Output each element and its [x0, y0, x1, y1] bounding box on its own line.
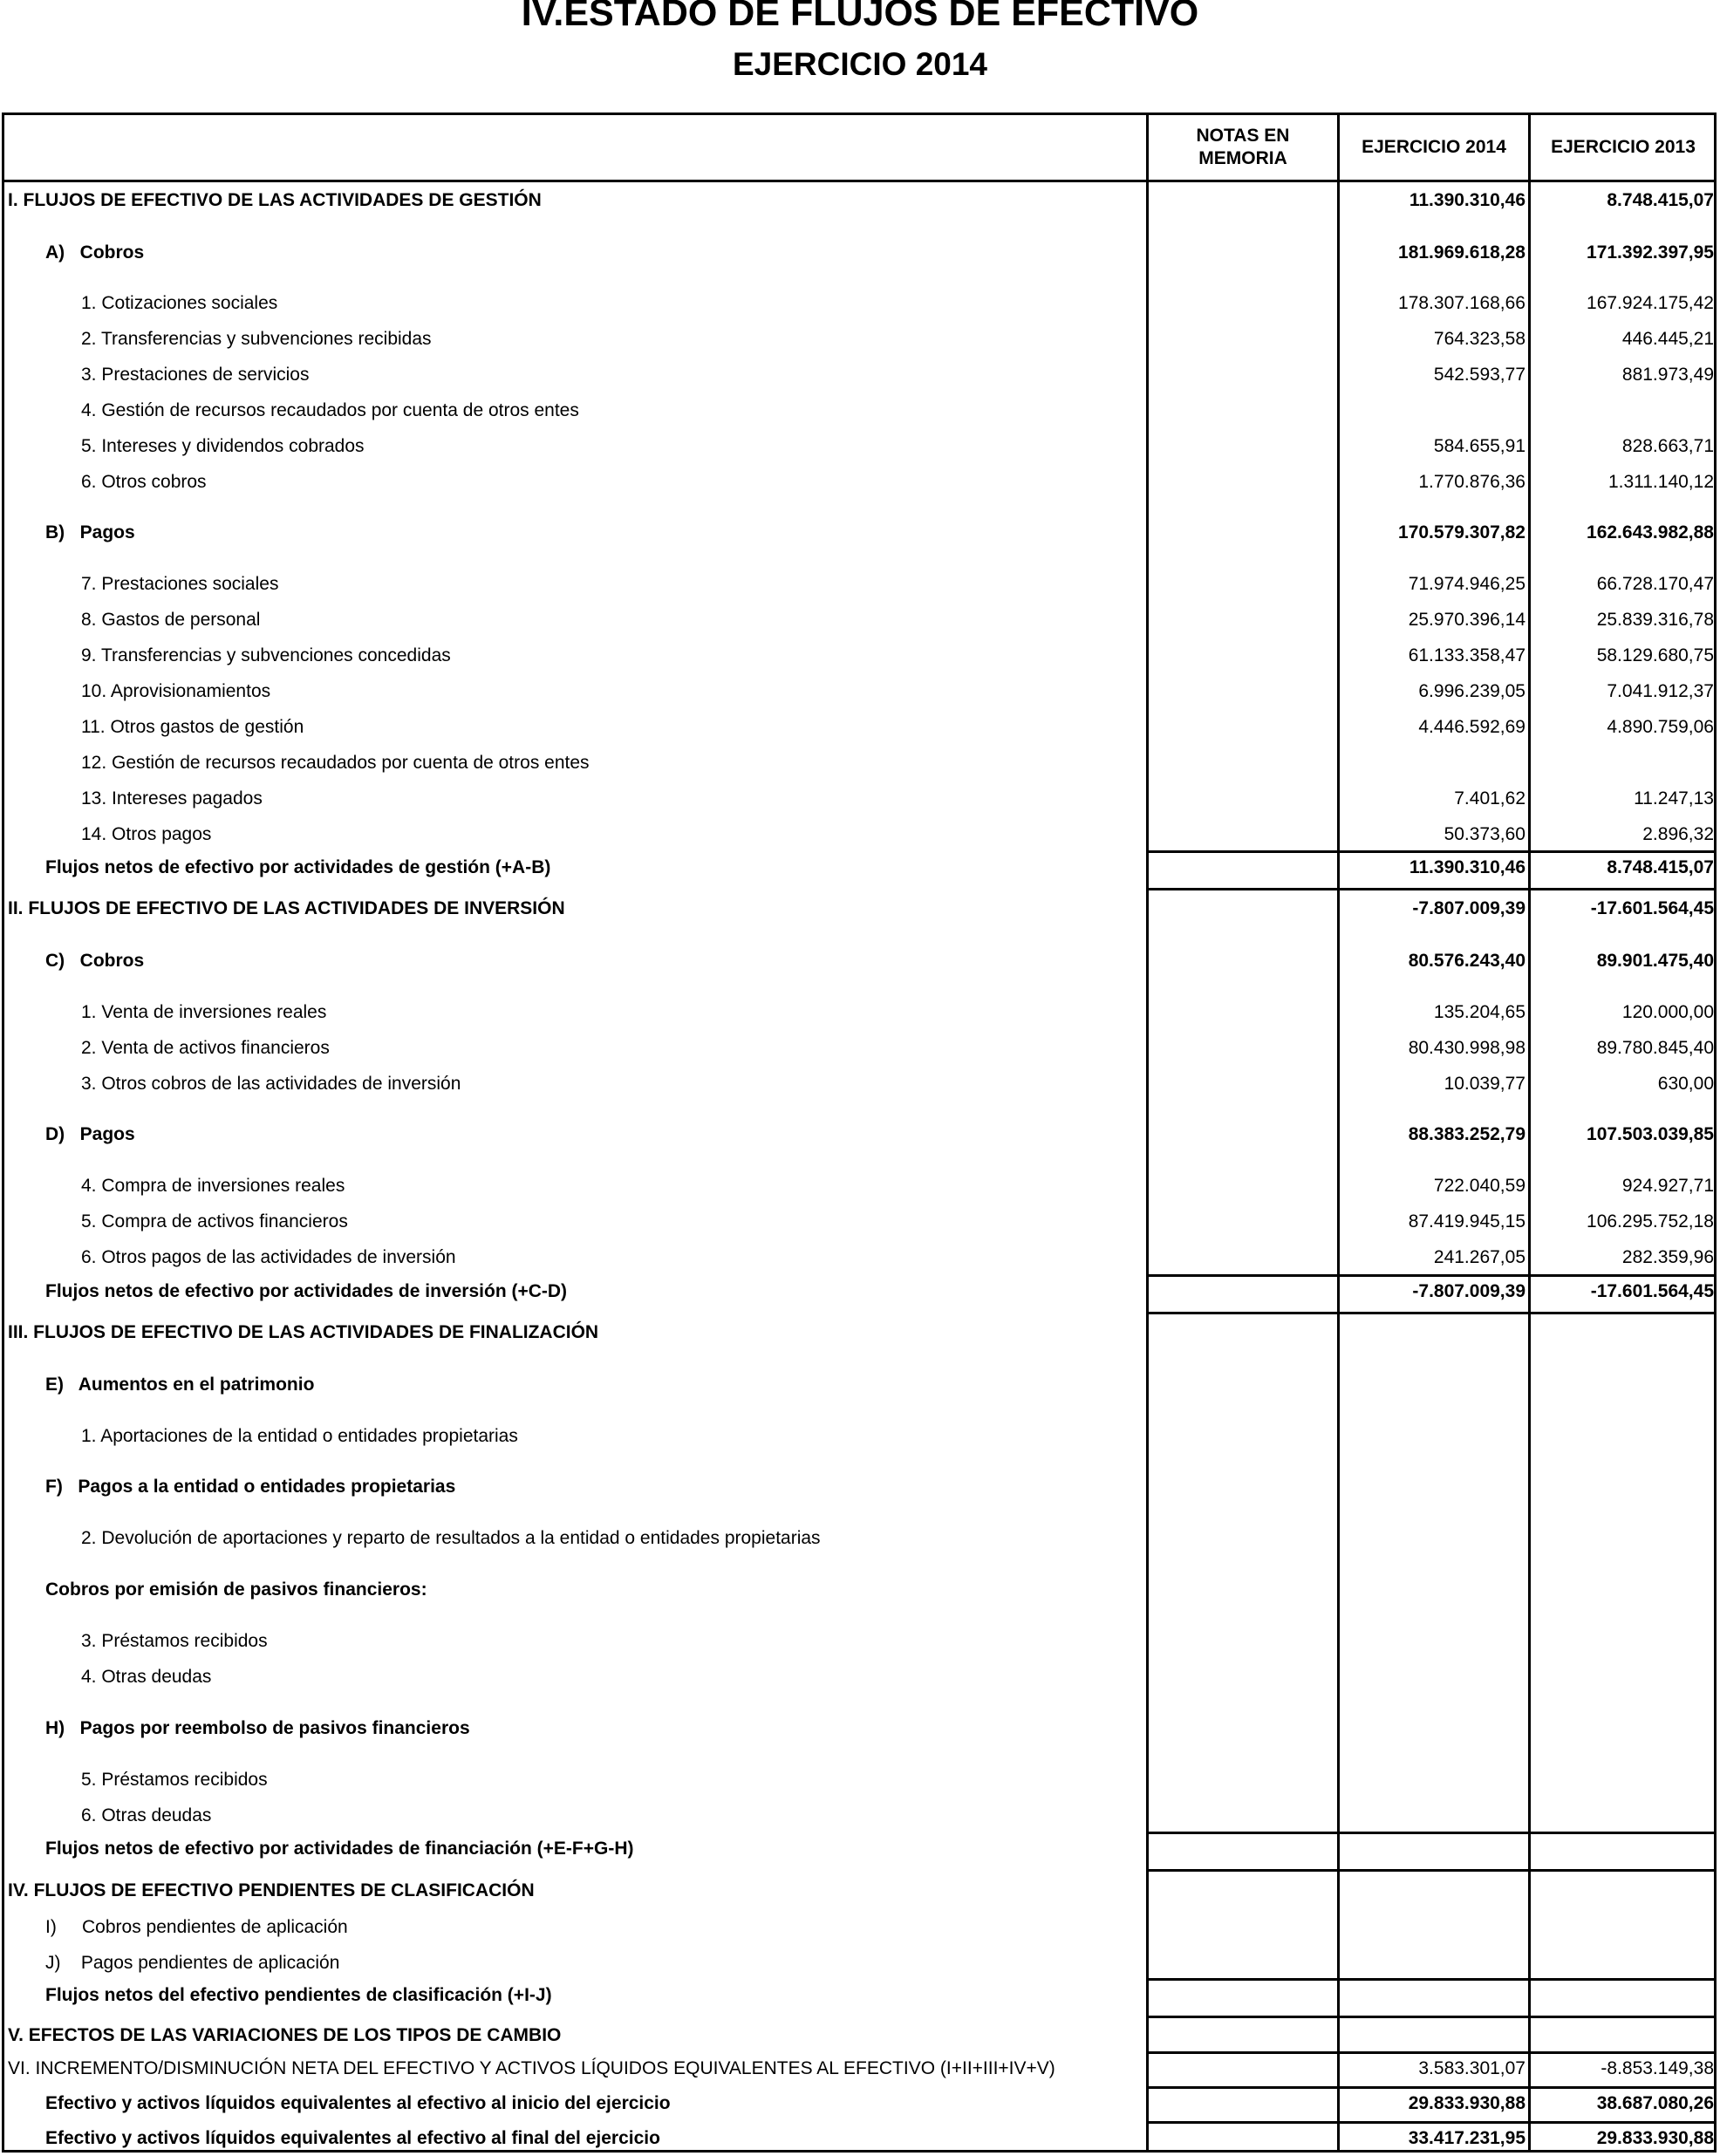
- table-row: [0, 1660, 1720, 1695]
- row-label: 14. Otros pagos: [81, 824, 212, 844]
- value-2014: 170.579.307,82: [1398, 522, 1525, 542]
- column-header-notas-line2: MEMORIA: [1198, 148, 1287, 168]
- value-2013: 2.896,32: [1642, 824, 1714, 844]
- column-header-notas: [1149, 125, 1337, 170]
- table-row: [0, 781, 1720, 816]
- value-2013: [1452, 1470, 1714, 1504]
- value-2013: [1452, 1624, 1714, 1659]
- value-2013: [1452, 1419, 1714, 1454]
- value-2013: [1452, 1711, 1714, 1746]
- table-row: [0, 817, 1720, 852]
- row-label: D) Pagos: [45, 1124, 135, 1144]
- table-row: [0, 1117, 1720, 1152]
- table-row: [0, 674, 1720, 709]
- value-2014: 181.969.618,28: [1398, 242, 1525, 263]
- value-2013: [1452, 2018, 1714, 2053]
- value-2013: [1452, 746, 1714, 781]
- value-2013: 167.924.175,42: [1587, 293, 1714, 313]
- value-2014: 6.996.239,05: [1418, 681, 1525, 701]
- grid-line: [1146, 1312, 1717, 1314]
- table-row: [0, 1910, 1720, 1945]
- value-2013: 1.311.140,12: [1607, 472, 1714, 492]
- value-2014: -7.807.009,39: [1412, 898, 1525, 918]
- value-2013: 4.890.759,06: [1607, 717, 1714, 737]
- value-2013: [1452, 1798, 1714, 1833]
- row-label: 6. Otros cobros: [81, 472, 207, 492]
- column-header-2013: EJERCICIO 2013: [1551, 137, 1696, 157]
- table-row: [0, 286, 1720, 321]
- value-2013: [1452, 1946, 1714, 1981]
- table-row: [0, 638, 1720, 673]
- value-2013: [1452, 1763, 1714, 1798]
- value-2013: [1452, 1521, 1714, 1556]
- table-row: [0, 891, 1720, 926]
- table-row: [0, 1832, 1720, 1866]
- table-row: [0, 2051, 1720, 2086]
- row-label: B) Pagos: [45, 522, 135, 542]
- value-2013: [1452, 1660, 1714, 1695]
- value-2013: [1452, 1832, 1714, 1866]
- table-row: [0, 322, 1720, 357]
- value-2014: 29.833.930,88: [1408, 2093, 1525, 2113]
- table-row: [0, 429, 1720, 464]
- table-row: [0, 358, 1720, 392]
- value-2013: 106.295.752,18: [1587, 1211, 1714, 1232]
- value-2014: 25.970.396,14: [1408, 610, 1525, 630]
- table-row: [0, 746, 1720, 781]
- table-row: [0, 1763, 1720, 1798]
- value-2014: 542.593,77: [1433, 365, 1525, 385]
- value-2013: -17.601.564,45: [1590, 1281, 1714, 1301]
- value-2013: [1452, 1315, 1714, 1350]
- table-row: [0, 1240, 1720, 1275]
- page-title: IV.ESTADO DE FLUJOS DE EFECTIVO: [521, 0, 1199, 34]
- value-2014: 80.576.243,40: [1408, 951, 1525, 971]
- row-label: H) Pagos por reembolso de pasivos financieros: [45, 1718, 470, 1738]
- value-2013: 881.973,49: [1621, 365, 1714, 385]
- value-2013: 38.687.080,26: [1596, 2093, 1714, 2113]
- row-label: E) Aumentos en el patrimonio: [45, 1375, 315, 1395]
- row-label: II. FLUJOS DE EFECTIVO DE LAS ACTIVIDADES DE INVERSIÓN: [8, 898, 565, 918]
- row-label: A) Cobros: [45, 242, 145, 263]
- table-row: [0, 1521, 1720, 1556]
- row-label: C) Cobros: [45, 951, 145, 971]
- table-row: [0, 1946, 1720, 1981]
- value-2013: 630,00: [1657, 1074, 1714, 1094]
- value-2014: 71.974.946,25: [1408, 574, 1525, 594]
- row-label: 1. Venta de inversiones reales: [81, 1002, 327, 1022]
- value-2014: 3.583.301,07: [1418, 2058, 1525, 2078]
- value-2013: [1452, 1910, 1714, 1945]
- table-row: [0, 1624, 1720, 1659]
- value-2013: 66.728.170,47: [1596, 574, 1714, 594]
- grid-line: [1146, 1869, 1717, 1872]
- value-2014: 11.390.310,46: [1409, 857, 1525, 877]
- table-row: [0, 1978, 1720, 2013]
- table-row: [0, 393, 1720, 428]
- value-2014: 88.383.252,79: [1408, 1124, 1525, 1144]
- grid-line: [2, 180, 1717, 182]
- table-row: [0, 1419, 1720, 1454]
- table-row: [0, 603, 1720, 638]
- row-label: 4. Otras deudas: [81, 1667, 212, 1687]
- row-label: 2. Transferencias y subvenciones recibidas: [81, 329, 432, 349]
- table-row: [0, 1368, 1720, 1402]
- table-row: [0, 2018, 1720, 2053]
- value-2014: 135.204,65: [1433, 1002, 1525, 1022]
- table-row: [0, 1031, 1720, 1066]
- column-header-notas-line1: NOTAS EN: [1196, 126, 1290, 146]
- table-row: [0, 944, 1720, 979]
- row-label: V. EFECTOS DE LAS VARIACIONES DE LOS TIPOS DE CAMBIO: [8, 2025, 562, 2045]
- value-2013: [1452, 393, 1714, 428]
- row-label: 6. Otros pagos de las actividades de inversión: [81, 1247, 456, 1267]
- value-2013: -8.853.149,38: [1601, 2058, 1714, 2078]
- value-2014: 33.417.231,95: [1408, 2128, 1525, 2148]
- row-label: 5. Intereses y dividendos cobrados: [81, 436, 365, 456]
- row-label: VI. INCREMENTO/DISMINUCIÓN NETA DEL EFECTIVO Y ACTIVOS LÍQUIDOS EQUIVALENTES AL EFECTIVO (I+II+III+IV+V): [8, 2058, 1055, 2078]
- row-label: 8. Gastos de personal: [81, 610, 261, 630]
- value-2013: 171.392.397,95: [1587, 242, 1714, 263]
- row-label: I. FLUJOS DE EFECTIVO DE LAS ACTIVIDADES DE GESTIÓN: [8, 190, 542, 210]
- row-label: 4. Gestión de recursos recaudados por cuenta de otros entes: [81, 400, 579, 420]
- row-label: 2. Devolución de aportaciones y reparto de resultados a la entidad o entidades propietarias: [81, 1528, 821, 1548]
- table-row: [0, 1274, 1720, 1309]
- value-2013: 89.780.845,40: [1596, 1038, 1714, 1058]
- table-row: [0, 850, 1720, 885]
- value-2013: 25.839.316,78: [1596, 610, 1714, 630]
- row-label: III. FLUJOS DE EFECTIVO DE LAS ACTIVIDADES DE FINALIZACIÓN: [8, 1322, 599, 1342]
- value-2013: [1452, 1978, 1714, 2013]
- value-2014: 80.430.998,98: [1408, 1038, 1525, 1058]
- table-row: [0, 567, 1720, 602]
- table-row: [0, 1873, 1720, 1908]
- row-label: 5. Compra de activos financieros: [81, 1211, 348, 1232]
- value-2014: 50.373,60: [1444, 824, 1525, 844]
- row-label: 5. Préstamos recibidos: [81, 1770, 268, 1790]
- value-2014: 61.133.358,47: [1408, 645, 1525, 665]
- table-row: [0, 1711, 1720, 1746]
- row-label: Efectivo y activos líquidos equivalentes al efectivo al final del ejercicio: [45, 2128, 660, 2148]
- row-label: 3. Préstamos recibidos: [81, 1631, 268, 1651]
- grid-line: [1146, 888, 1717, 890]
- value-2014: 11.390.310,46: [1409, 190, 1525, 210]
- row-label: 13. Intereses pagados: [81, 788, 263, 808]
- row-label: 3. Otros cobros de las actividades de inversión: [81, 1074, 461, 1094]
- value-2014: -7.807.009,39: [1412, 1281, 1525, 1301]
- table-row: [0, 1169, 1720, 1204]
- row-label: Efectivo y activos líquidos equivalentes al efectivo al inicio del ejercicio: [45, 2093, 671, 2113]
- row-label: Flujos netos del efectivo pendientes de clasificación (+I-J): [45, 1985, 552, 2005]
- value-2013: 58.129.680,75: [1596, 645, 1714, 665]
- value-2013: 120.000,00: [1621, 1002, 1714, 1022]
- value-2013: [1452, 1573, 1714, 1607]
- value-2013: 89.901.475,40: [1596, 951, 1714, 971]
- row-label: 11. Otros gastos de gestión: [81, 717, 304, 737]
- value-2013: 107.503.039,85: [1587, 1124, 1714, 1144]
- value-2013: 924.927,71: [1621, 1176, 1714, 1196]
- value-2013: 8.748.415,07: [1607, 190, 1714, 210]
- row-label: I) Cobros pendientes de aplicación: [45, 1917, 348, 1937]
- row-label: F) Pagos a la entidad o entidades propietarias: [45, 1477, 456, 1497]
- row-label: Cobros por emisión de pasivos financieros:: [45, 1579, 427, 1600]
- value-2013: 282.359,96: [1621, 1247, 1714, 1267]
- table-row: [0, 2121, 1720, 2156]
- row-label: 4. Compra de inversiones reales: [81, 1176, 345, 1196]
- value-2014: 1.770.876,36: [1418, 472, 1525, 492]
- value-2014: 10.039,77: [1444, 1074, 1525, 1094]
- row-label: 6. Otras deudas: [81, 1805, 212, 1825]
- value-2013: 29.833.930,88: [1596, 2128, 1714, 2148]
- page-subtitle: EJERCICIO 2014: [732, 46, 988, 82]
- row-label: 12. Gestión de recursos recaudados por cuenta de otros entes: [81, 753, 590, 773]
- table-row: [0, 1573, 1720, 1607]
- value-2014: 241.267,05: [1433, 1247, 1525, 1267]
- row-label: 10. Aprovisionamientos: [81, 681, 271, 701]
- row-label: 3. Prestaciones de servicios: [81, 365, 310, 385]
- value-2014: 584.655,91: [1433, 436, 1525, 456]
- table-row: [0, 1204, 1720, 1239]
- row-label: 1. Aportaciones de la entidad o entidades propietarias: [81, 1426, 518, 1446]
- table-row: [0, 235, 1720, 270]
- row-label: 7. Prestaciones sociales: [81, 574, 279, 594]
- table-row: [0, 183, 1720, 218]
- value-2013: 446.445,21: [1621, 329, 1714, 349]
- value-2013: [1452, 1873, 1714, 1908]
- value-2013: [1452, 1368, 1714, 1402]
- value-2013: 162.643.982,88: [1587, 522, 1714, 542]
- value-2014: 764.323,58: [1433, 329, 1525, 349]
- table-row: [0, 1798, 1720, 1833]
- table-row: [0, 465, 1720, 500]
- value-2014: 4.446.592,69: [1418, 717, 1525, 737]
- table-row: [0, 995, 1720, 1030]
- row-label: 9. Transferencias y subvenciones concedidas: [81, 645, 451, 665]
- value-2014: 87.419.945,15: [1408, 1211, 1525, 1232]
- row-label: Flujos netos de efectivo por actividades de inversión (+C-D): [45, 1281, 568, 1301]
- table-row: [0, 2086, 1720, 2121]
- value-2014: 722.040,59: [1433, 1176, 1525, 1196]
- column-header-2014: EJERCICIO 2014: [1362, 137, 1506, 157]
- table-row: [0, 1067, 1720, 1102]
- value-2013: 8.748.415,07: [1607, 857, 1714, 877]
- row-label: 1. Cotizaciones sociales: [81, 293, 278, 313]
- table-row: [0, 515, 1720, 550]
- row-label: 2. Venta de activos financieros: [81, 1038, 330, 1058]
- value-2014: 7.401,62: [1454, 788, 1525, 808]
- table-row: [0, 710, 1720, 745]
- value-2013: 7.041.912,37: [1607, 681, 1714, 701]
- value-2014: 178.307.168,66: [1398, 293, 1525, 313]
- table-row: [0, 1470, 1720, 1504]
- value-2013: 828.663,71: [1621, 436, 1714, 456]
- row-label: Flujos netos de efectivo por actividades de financiación (+E-F+G-H): [45, 1839, 634, 1859]
- row-label: J) Pagos pendientes de aplicación: [45, 1953, 340, 1973]
- value-2013: -17.601.564,45: [1590, 898, 1714, 918]
- value-2013: 11.247,13: [1634, 788, 1714, 808]
- row-label: Flujos netos de efectivo por actividades de gestión (+A-B): [45, 857, 551, 877]
- table-row: [0, 1315, 1720, 1350]
- row-label: IV. FLUJOS DE EFECTIVO PENDIENTES DE CLASIFICACIÓN: [8, 1880, 535, 1900]
